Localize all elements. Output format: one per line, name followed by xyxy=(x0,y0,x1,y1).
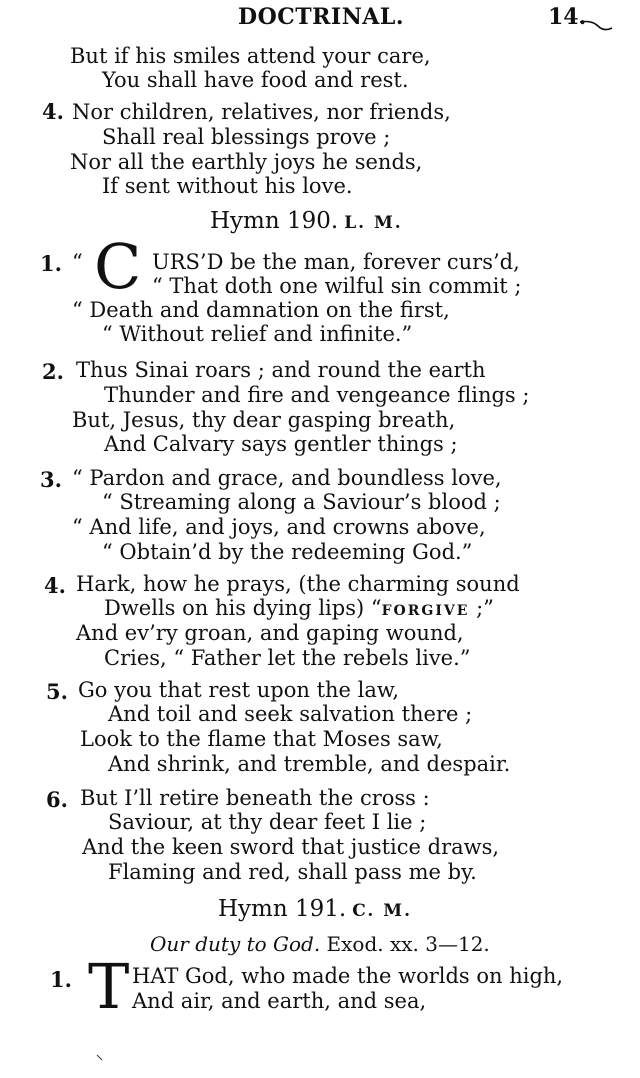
verse-line: You shall have food and rest. xyxy=(102,68,409,92)
hymn-title-text: Hymn 190. xyxy=(210,208,339,234)
hymn-meter: L. M. xyxy=(344,213,403,233)
verse-line: If sent without his love. xyxy=(102,174,353,198)
verse-line: But, Jesus, thy dear gasping breath, xyxy=(72,408,456,432)
verse-line: Thunder and fire and vengeance flings ; xyxy=(104,383,530,407)
verse-line: And ev’ry groan, and gaping wound, xyxy=(76,621,464,645)
verse-line: Cries, “ Father let the rebels live.” xyxy=(104,646,471,670)
small-caps-word: FORGIVE xyxy=(381,603,470,619)
verse-line: Nor children, relatives, nor friends, xyxy=(72,100,451,124)
verse-line: But I’ll retire beneath the cross : xyxy=(80,786,430,810)
verse-number: 6. xyxy=(46,787,68,812)
hymn-subtitle-italic: Our duty to God. xyxy=(150,932,321,956)
verse-line: Shall real blessings prove ; xyxy=(102,125,391,149)
verse-line: URS’D be the man, forever curs’d, xyxy=(152,250,520,274)
verse-line: And the keen sword that justice draws, xyxy=(82,835,500,859)
verse-line: “ And life, and joys, and crowns above, xyxy=(72,515,486,539)
scripture-reference: Exod. xx. 3—12. xyxy=(326,932,490,956)
verse-line-part: Dwells on his dying lips) “ xyxy=(104,596,382,620)
verse-number: 3. xyxy=(40,467,62,492)
verse-line: “ That doth one wilful sin commit ; xyxy=(152,274,522,298)
drop-cap: C xyxy=(94,230,142,303)
verse-line xyxy=(104,596,494,623)
verse-line: And air, and earth, and sea, xyxy=(132,989,427,1013)
verse-line: “ Without relief and infinite.” xyxy=(102,322,413,346)
running-title: DOCTRINAL. xyxy=(238,4,405,30)
verse-line: “ Pardon and grace, and boundless love, xyxy=(72,466,502,490)
drop-cap: T xyxy=(88,950,130,1023)
verse-line-part: ;” xyxy=(469,596,494,620)
verse-line: Saviour, at thy dear feet I lie ; xyxy=(108,810,427,834)
verse-line: And shrink, and tremble, and despair. xyxy=(108,752,511,776)
hymn-subtitle xyxy=(150,932,490,956)
verse-line: And toil and seek salvation there ; xyxy=(108,702,473,726)
verse-line: Go you that rest upon the law, xyxy=(78,678,400,702)
hymn-title xyxy=(218,896,412,924)
verse-line: But if his smiles attend your care, xyxy=(70,44,431,68)
verse-line: HAT God, who made the worlds on high, xyxy=(132,964,564,988)
verse-number: 4. xyxy=(42,99,64,124)
verse-line: Thus Sinai roars ; and round the earth xyxy=(76,358,486,382)
verse-line: “ Death and damnation on the first, xyxy=(72,298,450,322)
hymn-title-text: Hymn 191. xyxy=(218,896,347,922)
verse-line: Look to the flame that Moses saw, xyxy=(80,727,443,751)
verse-line: And Calvary says gentler things ; xyxy=(104,432,458,456)
verse-number: 4. xyxy=(44,573,66,598)
verse-number: 2. xyxy=(42,359,64,384)
verse-number: 5. xyxy=(46,679,68,704)
verse-line: Nor all the earthly joys he sends, xyxy=(70,150,423,174)
opening-quote: “ xyxy=(72,250,83,274)
verse-line: “ Obtain’d by the redeeming God.” xyxy=(102,540,473,564)
verse-line: Flaming and red, shall pass me by. xyxy=(108,860,477,884)
hymn-meter: C. M. xyxy=(352,901,413,921)
verse-number: 1. xyxy=(40,251,62,276)
verse-line: “ Streaming along a Saviour’s blood ; xyxy=(102,490,501,514)
hymn-title xyxy=(210,208,403,236)
print-speck-icon xyxy=(96,1054,104,1062)
verse-number: 1. xyxy=(50,967,72,992)
verse-line: Hark, how he prays, (the charming sound xyxy=(76,572,520,596)
flourish-icon xyxy=(578,18,614,32)
page-number: 14. xyxy=(548,4,587,30)
